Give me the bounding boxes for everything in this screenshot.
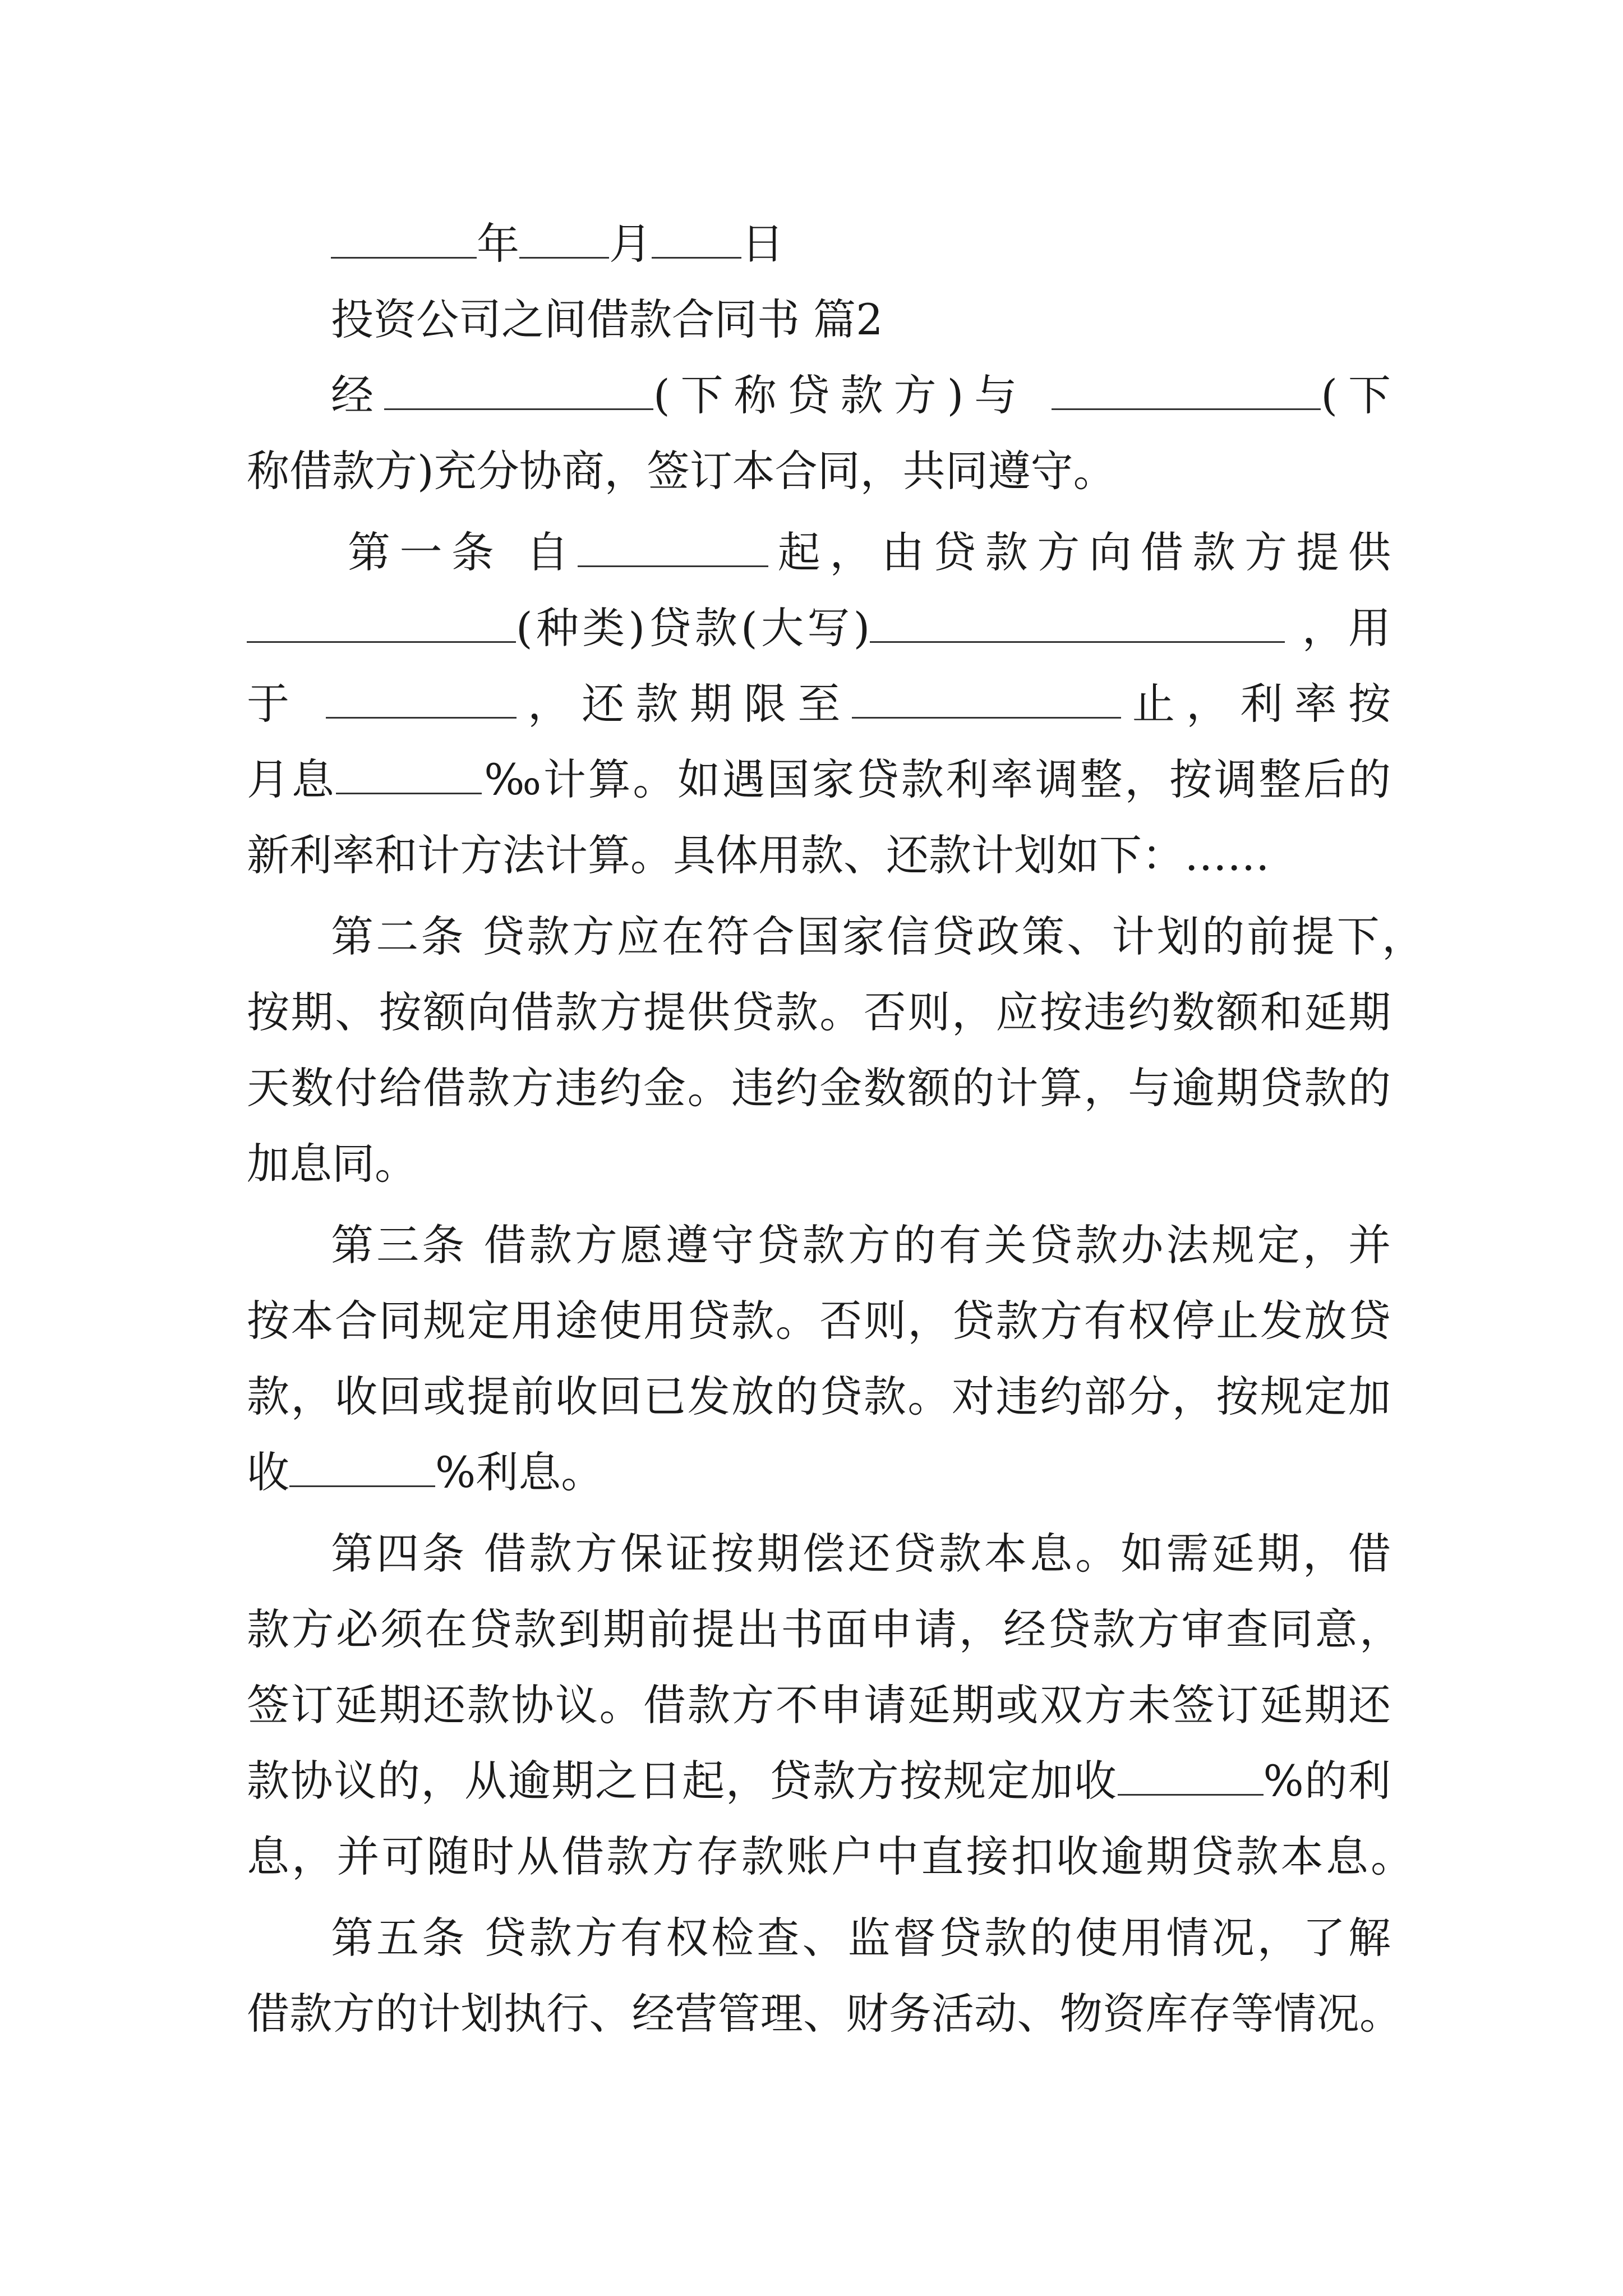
- art1-line-4: [247, 740, 1391, 819]
- art4-line-1: 第四条 借款方保证按期偿还贷款本息。如需延期，借: [331, 1529, 1391, 1579]
- art1-text-f: ，还款期限至: [516, 679, 852, 729]
- art1-line-5: 新利率和计方法计算。具体用款、还款计划如下：……: [247, 830, 1270, 880]
- year-blank[interactable]: [331, 218, 477, 259]
- interest-rate-blank[interactable]: [336, 753, 482, 794]
- art3-line-3: 款，收回或提前收回已发放的贷款。对违约部分，按规定加: [247, 1372, 1391, 1421]
- intro-line-1: [331, 356, 1391, 435]
- art5-line-1: 第五条 贷款方有权检查、监督贷款的使用情况，了解: [331, 1913, 1391, 1963]
- intro-text-3: (下: [1321, 370, 1391, 420]
- repayment-date-blank[interactable]: [852, 678, 1121, 719]
- lender-blank[interactable]: [384, 369, 653, 410]
- art2-line-4: 加息同。: [247, 1139, 417, 1189]
- art1-text-i: ‰计算。如遇国家贷款利率调整，按调整后的: [482, 754, 1391, 804]
- art4-text-a: 款协议的，从逾期之日起，贷款方按规定加收: [247, 1756, 1118, 1806]
- intro-text-2: (下称贷款方)与: [653, 370, 1028, 420]
- art4-line-3: 签订延期还款协议。借款方不申请延期或双方未签订延期还: [247, 1680, 1391, 1730]
- day-label: 日: [741, 219, 784, 269]
- art4-line-4: [247, 1742, 1391, 1820]
- date-line: [331, 205, 1475, 283]
- day-blank[interactable]: [652, 218, 741, 259]
- art4-text-b: %的利: [1263, 1756, 1391, 1806]
- art2-line-2: 按期、按额向借款方提供贷款。否则，应按违约数额和延期: [247, 987, 1391, 1037]
- art4-line-2: 款方必须在贷款到期前提出书面申请，经贷款方审查同意，: [247, 1604, 1402, 1654]
- art3-text-b: %利息。: [435, 1447, 604, 1497]
- art1-text-b: 起，由贷款方向借款方提供: [768, 527, 1391, 577]
- art1-text-h: 月息: [247, 754, 336, 804]
- art1-text-e: 于: [247, 679, 301, 729]
- art2-line-3: 天数付给借款方违约金。违约金数额的计算，与逾期贷款的: [247, 1063, 1391, 1113]
- start-date-blank[interactable]: [578, 526, 768, 567]
- art3-line-4: [247, 1433, 1391, 1512]
- borrower-blank[interactable]: [1052, 369, 1321, 410]
- loan-type-blank[interactable]: [247, 602, 516, 643]
- art1-line-2: [247, 589, 1391, 668]
- art4-line-5: 息，并可随时从借款方存款账户中直接扣收逾期贷款本息。: [247, 1832, 1413, 1881]
- year-label: 年: [477, 219, 519, 269]
- amount-blank[interactable]: [870, 602, 1285, 643]
- art1-text-a: 第一条 自: [348, 527, 578, 577]
- intro-text-1: 经: [331, 370, 384, 420]
- month-blank[interactable]: [519, 218, 609, 259]
- art2-line-1: 第二条 贷款方应在符合国家信贷政策、计划的前提下，: [331, 912, 1424, 961]
- overdue-rate-blank[interactable]: [1118, 1755, 1264, 1796]
- penalty-rate-blank[interactable]: [289, 1446, 435, 1487]
- art1-text-g: 止，利率按: [1121, 679, 1391, 729]
- art5-line-2: 借款方的计划执行、经营管理、财务活动、物资库存等情况。: [247, 1989, 1402, 2039]
- art3-line-2: 按本合同规定用途使用贷款。否则，贷款方有权停止发放贷: [247, 1296, 1391, 1346]
- art1-text-d: ，用: [1302, 603, 1391, 653]
- intro-line-2: 称借款方)充分协商，签订本合同，共同遵守。: [247, 446, 1116, 496]
- art1-line-1: [348, 513, 1391, 592]
- art3-text-a: 收: [247, 1447, 289, 1497]
- document-title: 投资公司之间借款合同书 篇2: [331, 295, 883, 344]
- art1-line-3: [247, 665, 1391, 743]
- art1-text-c: (种类)贷款(大写): [516, 603, 870, 653]
- purpose-blank[interactable]: [326, 678, 517, 719]
- art3-line-1: 第三条 借款方愿遵守贷款方的有关贷款办法规定，并: [331, 1220, 1391, 1270]
- month-label: 月: [609, 219, 652, 269]
